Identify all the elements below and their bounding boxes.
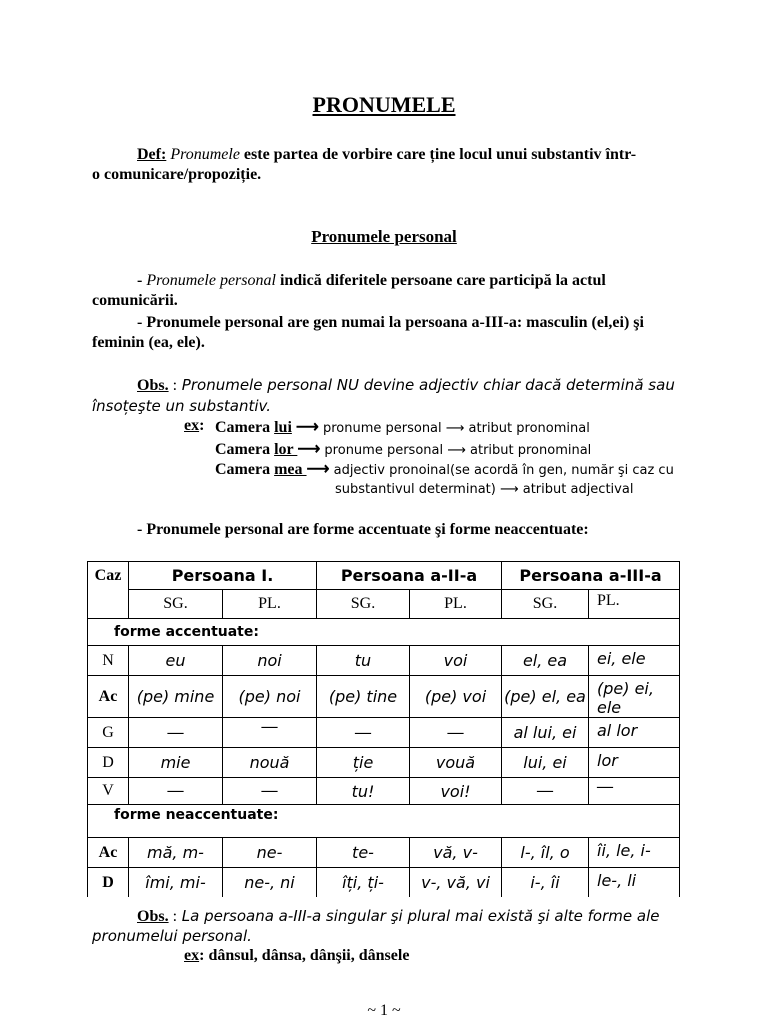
p1-text-1: indică diferitele persoane care participă la actul (275, 272, 606, 289)
p1-term: Pronumele personal (146, 272, 276, 289)
table-cell: — (502, 778, 589, 805)
table-cell: tu! (317, 778, 410, 805)
header-number: SG. (129, 590, 223, 619)
table-cell: al lui, ei (502, 718, 589, 748)
obs2-label: Obs. (137, 908, 169, 925)
header-number: SG. (317, 590, 410, 619)
table-cell: ei, ele (589, 646, 680, 676)
table-row (88, 748, 680, 778)
table-cell: i-, îi (502, 868, 589, 898)
table-cell: îi, le, i- (589, 838, 680, 868)
page-title: PRONUMELE (312, 92, 456, 117)
table-cell: le-, li (589, 868, 680, 898)
page-number: ~ 1 ~ (367, 1002, 401, 1019)
paragraph-1-line-1 (137, 272, 606, 290)
table-cell: (pe) voi (410, 676, 502, 718)
table-row (88, 646, 680, 676)
header-caz: Caz (88, 562, 129, 619)
obs1-text-1: Pronumele personal NU devine adjectiv chiar dacă determină sau (177, 376, 675, 394)
table-cell: îți, ți- (317, 868, 410, 898)
table-cell: vă, v- (410, 838, 502, 868)
header-person-3: Persoana a-III-a (502, 562, 680, 590)
obs2-text-2: pronumelui personal. (92, 927, 252, 945)
obs2-sep: : (168, 908, 178, 925)
definition-line-1 (137, 146, 636, 164)
p3-text: - Pronumele personal are forme accentuate şi forme neaccentuate: (137, 521, 589, 538)
table-cell: (pe) ei, ele (589, 676, 680, 718)
def-text-2: o comunicare/propoziție. (92, 166, 262, 183)
pronoun-table (87, 561, 680, 897)
table-cell: (pe) tine (317, 676, 410, 718)
caz-cell: G (88, 718, 129, 748)
table-cell: v-, vă, vi (410, 868, 502, 898)
section-neaccentuate: forme neaccentuate: (88, 805, 680, 838)
table-cell: — (129, 718, 223, 748)
table-cell: (pe) el, ea (502, 676, 589, 718)
table-cell: ne-, ni (223, 868, 317, 898)
table-cell: — (589, 778, 680, 805)
section-title: Pronumele personal (311, 227, 457, 246)
obs2-line-1 (137, 907, 659, 926)
p2-text-1: - Pronumele personal are gen numai la persoana a-III-a: masculin (el,ei) şi (137, 314, 644, 331)
example-row-2: Camera lor ⟶ pronume personal ⟶ atribut pronominal (215, 441, 592, 458)
table-cell: eu (129, 646, 223, 676)
caz-cell: Ac (88, 838, 129, 868)
table-cell: lui, ei (502, 748, 589, 778)
obs1-line-1 (137, 376, 675, 395)
table-cell: voi! (410, 778, 502, 805)
table-cell: nouă (223, 748, 317, 778)
obs1-sep: : (168, 377, 178, 394)
caz-cell: N (88, 646, 129, 676)
table-row (88, 838, 680, 868)
caz-cell: Ac (88, 676, 129, 718)
table-cell: l-, îl, o (502, 838, 589, 868)
header-number: PL. (410, 590, 502, 619)
header-person-2: Persoana a-II-a (317, 562, 502, 590)
example-continuation: substantivul determinat) ⟶ atribut adjectival (335, 482, 634, 497)
header-number: PL. (223, 590, 317, 619)
table-cell: te- (317, 838, 410, 868)
table-cell: tu (317, 646, 410, 676)
p1-dash: - (137, 272, 147, 289)
table-cell: (pe) noi (223, 676, 317, 718)
p1-text-2: comunicării. (92, 292, 178, 309)
example-row-3: Camera mea ⟶ adjectiv pronoinal(se acordă în gen, număr şi caz cu (215, 461, 674, 478)
obs1-text-2: însoțeşte un substantiv. (92, 397, 271, 415)
def-term: Pronumele (170, 146, 240, 163)
def-label: Def: (137, 146, 167, 163)
table-row (88, 718, 680, 748)
table-cell: (pe) mine (129, 676, 223, 718)
def-text-1: este partea de vorbire care ține locul unui substantiv într- (239, 146, 637, 163)
table-cell: îmi, mi- (129, 868, 223, 898)
header-person-1: Persoana I. (129, 562, 317, 590)
table-cell: noi (223, 646, 317, 676)
table-cell: — (129, 778, 223, 805)
table-cell: — (223, 778, 317, 805)
caz-cell: V (88, 778, 129, 805)
example-row-1: Camera lui ⟶ pronume personal ⟶ atribut pronominal (215, 419, 590, 436)
table-cell: voi (410, 646, 502, 676)
table-cell: al lor (589, 718, 680, 748)
caz-cell: D (88, 748, 129, 778)
table-cell: el, ea (502, 646, 589, 676)
table-cell: mie (129, 748, 223, 778)
header-number: SG. (502, 590, 589, 619)
table-cell: ne- (223, 838, 317, 868)
obs2-text-1: La persoana a-III-a singular şi plural mai există şi alte forme ale (177, 907, 660, 925)
example-2: ex: dânsul, dânsa, dânşii, dânsele (184, 947, 410, 964)
caz-cell: D (88, 868, 129, 898)
table-cell: vouă (410, 748, 502, 778)
table-cell: ție (317, 748, 410, 778)
table-cell: mă, m- (129, 838, 223, 868)
table-cell: — (223, 718, 317, 748)
obs1-label: Obs. (137, 377, 169, 394)
table-row (88, 868, 680, 898)
header-number: PL. (589, 590, 680, 619)
table-row (88, 778, 680, 805)
table-cell: — (317, 718, 410, 748)
table-cell: — (410, 718, 502, 748)
table-cell: lor (589, 748, 680, 778)
section-accentuate: forme accentuate: (88, 619, 680, 646)
table-row (88, 676, 680, 718)
example-label: ex: (184, 417, 205, 434)
p2-text-2: feminin (ea, ele). (92, 334, 205, 351)
